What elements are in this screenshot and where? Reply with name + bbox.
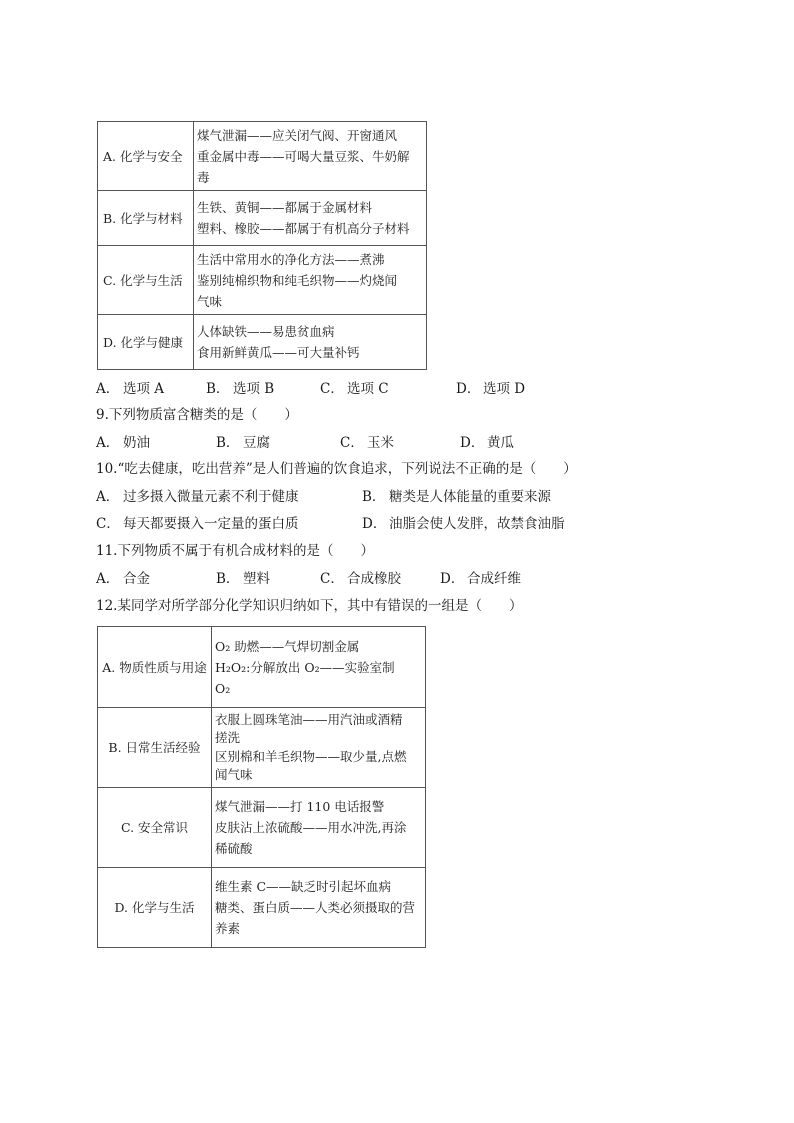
content-line: 人体缺铁——易患贫血病 — [197, 324, 335, 339]
content-line: 重金属中毒——可喝大量豆浆、牛奶解 — [197, 148, 410, 164]
content-line: 塑料、橡胶——都属于有机高分子材料 — [197, 221, 410, 236]
option-text: 选项 D — [483, 381, 526, 397]
option-a[interactable] — [96, 434, 150, 452]
table-row — [98, 315, 427, 370]
table-row — [98, 708, 426, 788]
option-text: 选项 A — [123, 381, 165, 397]
question-9-stem: 9.下列物质富含糖类的是（ ） — [96, 407, 298, 423]
table-row — [98, 246, 427, 315]
option-b[interactable] — [206, 380, 274, 398]
option-c[interactable] — [340, 434, 394, 452]
option-letter: D． — [460, 435, 485, 451]
content-line: 闻气味 — [215, 767, 253, 782]
row-content — [212, 788, 426, 868]
question-12-stem: 12.某同学对所学部分化学知识归纳如下，其中有错误的一组是（ ） — [96, 598, 523, 614]
option-d[interactable] — [460, 434, 514, 452]
option-c[interactable] — [320, 380, 389, 398]
content-line: 生铁、黄铜——都属于金属材料 — [197, 200, 373, 215]
option-text: 糖类是人体能量的重要来源 — [389, 489, 551, 505]
question-10-stem: 10.“吃去健康，吃出营养”是人们普遍的饮食追求，下列说法不正确的是（ ） — [96, 461, 577, 477]
content-line: O₂ — [215, 680, 231, 696]
row-content — [212, 627, 426, 708]
option-letter: C． — [320, 571, 344, 587]
option-text: 选项 C — [347, 381, 389, 397]
row-label: D. 化学与生活 — [98, 868, 212, 948]
content-line: 维生素 C——缺乏时引起坏血病 — [215, 879, 392, 894]
option-letter: C． — [320, 381, 344, 397]
option-text: 塑料 — [243, 571, 270, 587]
option-a[interactable] — [96, 488, 299, 506]
option-b[interactable] — [216, 434, 270, 452]
row-content — [194, 315, 427, 370]
row-content — [194, 122, 427, 191]
option-text: 合金 — [123, 571, 150, 587]
content-line: 毒 — [197, 169, 210, 185]
content-line: 皮肤沾上浓硫酸——用水冲洗,再涂 — [215, 820, 407, 835]
option-a[interactable] — [96, 570, 150, 588]
content-line: 鉴别纯棉织物和纯毛织物——灼烧闻 — [197, 272, 398, 288]
row-label: D. 化学与健康 — [98, 315, 194, 370]
row-label: A. 物质性质与用途 — [98, 627, 212, 708]
content-line: 区别棉和羊毛织物——取少量,点燃 — [215, 748, 407, 764]
option-d[interactable] — [440, 570, 521, 588]
option-letter: A． — [96, 381, 120, 397]
option-d[interactable] — [362, 515, 565, 533]
option-c[interactable] — [320, 570, 401, 588]
question-11-stem: 11.下列物质不属于有机合成材料的是（ ） — [96, 543, 374, 559]
option-letter: B． — [216, 571, 240, 587]
table-row — [98, 122, 427, 191]
option-text: 合成橡胶 — [347, 571, 401, 587]
content-line: 煤气泄漏——应关闭气阀、开窗通风 — [197, 127, 398, 143]
table-row — [98, 788, 426, 868]
row-content — [212, 708, 426, 788]
content-line: 生活中常用水的净化方法——煮沸 — [197, 251, 385, 267]
option-letter: A． — [96, 489, 120, 505]
row-label: C. 化学与生活 — [98, 246, 194, 315]
option-text: 豆腐 — [243, 435, 270, 451]
content-line: 稀硫酸 — [215, 841, 253, 856]
option-text: 玉米 — [367, 435, 394, 451]
content-line: 煤气泄漏——打 110 电话报警 — [215, 799, 385, 814]
option-letter: D． — [456, 381, 481, 397]
content-line: 养素 — [215, 921, 241, 936]
content-line: 食用新鲜黄瓜——可大量补钙 — [197, 345, 360, 360]
option-letter: B． — [206, 381, 230, 397]
row-label: A. 化学与安全 — [98, 122, 194, 191]
question-12-table — [97, 626, 426, 948]
content-line: H₂O₂:分解放出 O₂——实验室制 — [215, 659, 395, 675]
option-text: 选项 B — [233, 381, 275, 397]
content-line: 气味 — [197, 293, 223, 309]
row-content — [212, 868, 426, 948]
content-line: 搓洗 — [215, 730, 241, 745]
option-letter: D． — [362, 516, 387, 532]
option-b[interactable] — [216, 570, 270, 588]
table-row — [98, 868, 426, 948]
option-letter: B． — [362, 489, 386, 505]
row-label: B. 日常生活经验 — [98, 708, 212, 788]
option-text: 黄瓜 — [487, 435, 514, 451]
row-content — [194, 246, 427, 315]
option-text: 过多摄入微量元素不利于健康 — [123, 489, 299, 505]
option-letter: D． — [440, 571, 465, 587]
content-line: 衣服上圆珠笔油——用汽油或酒精 — [215, 711, 403, 727]
option-letter: A． — [96, 435, 120, 451]
option-letter: C． — [340, 435, 364, 451]
option-text: 油脂会使人发胖，故禁食油脂 — [389, 516, 565, 532]
option-letter: C． — [96, 516, 120, 532]
option-text: 奶油 — [123, 435, 150, 451]
table-row — [98, 627, 426, 708]
option-letter: A． — [96, 571, 120, 587]
option-text: 合成纤维 — [467, 571, 521, 587]
option-letter: B． — [216, 435, 240, 451]
row-label: C. 安全常识 — [98, 788, 212, 868]
content-line: O₂ 助燃——气焊切割金属 — [215, 638, 360, 654]
option-d[interactable] — [456, 380, 525, 398]
option-c[interactable] — [96, 515, 299, 533]
option-b[interactable] — [362, 488, 551, 506]
table-row — [98, 191, 427, 246]
question-8-table — [97, 121, 427, 370]
content-line: 糖类、蛋白质——人类必须摄取的营 — [215, 900, 416, 915]
row-content — [194, 191, 427, 246]
option-a[interactable] — [96, 380, 164, 398]
option-text: 每天都要摄入一定量的蛋白质 — [123, 516, 299, 532]
row-label: B. 化学与材料 — [98, 191, 194, 246]
